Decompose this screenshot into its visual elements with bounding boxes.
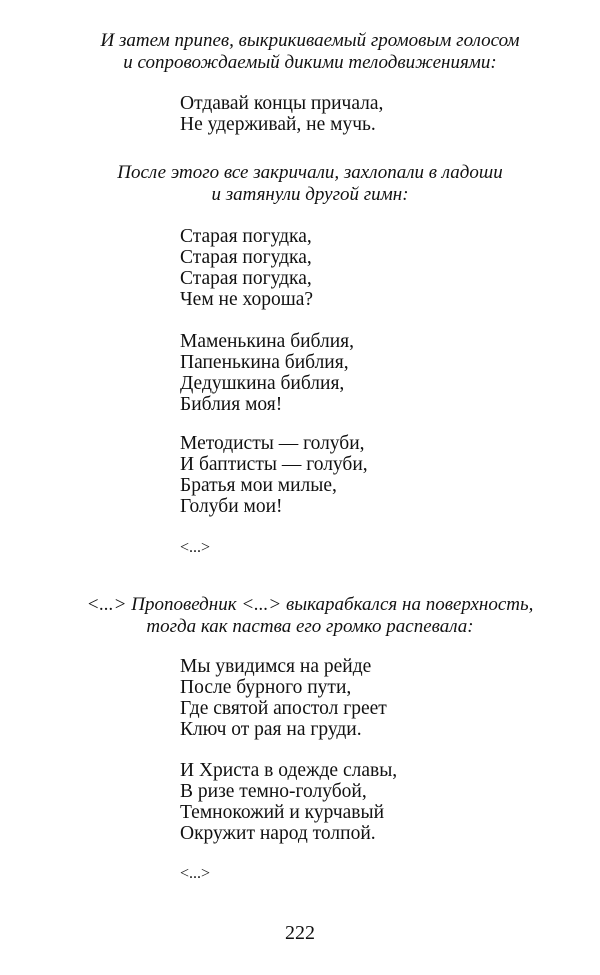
prose-line: и затянули другой гимн:	[211, 184, 409, 205]
verse-line: И баптисты — голуби,	[180, 454, 368, 475]
verse-line: В ризе темно-голубой,	[180, 781, 367, 802]
page-number: 222	[285, 922, 315, 944]
verse-stanza-1	[180, 93, 383, 135]
verse-line: Методисты — голуби,	[180, 433, 365, 454]
prose-line: После этого все закричали, захлопали в ладоши	[117, 162, 503, 183]
prose-line: тогда как паства его громко распевала:	[146, 616, 474, 637]
verse-stanza-2	[180, 226, 313, 310]
verse-line: Папенькина библия,	[180, 352, 349, 373]
verse-line: Окружит народ толпой.	[180, 823, 376, 844]
intro-paragraph-2	[40, 162, 580, 206]
verse-line: Ключ от рая на груди.	[180, 719, 362, 740]
verse-line: После бурного пути,	[180, 677, 352, 698]
verse-line: Старая погудка,	[180, 226, 312, 247]
verse-line: Не удерживай, не мучь.	[180, 114, 376, 135]
intro-paragraph-3	[40, 594, 580, 638]
intro-paragraph-1	[40, 30, 580, 74]
omission-mark-1: <...>	[180, 539, 211, 556]
verse-line: Темнокожий и курчавый	[180, 802, 385, 823]
prose-line: И затем припев, выкрикиваемый громовым голосом	[100, 30, 520, 51]
verse-line: Братья мои милые,	[180, 475, 337, 496]
omission-mark-2: <...>	[180, 865, 211, 882]
prose-line: <...> Проповедник <...> выкарабкался на поверхность,	[86, 594, 534, 615]
verse-line: Чем не хороша?	[180, 289, 314, 310]
verse-line: Старая погудка,	[180, 268, 312, 289]
verse-line: Отдавай концы причала,	[180, 93, 384, 114]
verse-line: Библия моя!	[180, 394, 283, 415]
verse-line: Голуби мои!	[180, 496, 283, 517]
verse-line: Где святой апостол греет	[180, 698, 387, 719]
prose-line: и сопровождаемый дикими телодвижениями:	[123, 52, 497, 73]
verse-line: Мы увидимся на рейде	[180, 656, 372, 677]
verse-line: И Христа в одежде славы,	[180, 760, 398, 781]
verse-line: Старая погудка,	[180, 247, 312, 268]
verse-stanza-3	[180, 331, 354, 415]
verse-stanza-4	[180, 433, 368, 517]
verse-stanza-6	[180, 760, 397, 844]
verse-line: Дедушкина библия,	[180, 373, 345, 394]
verse-line: Маменькина библия,	[180, 331, 354, 352]
verse-stanza-5	[180, 656, 387, 740]
